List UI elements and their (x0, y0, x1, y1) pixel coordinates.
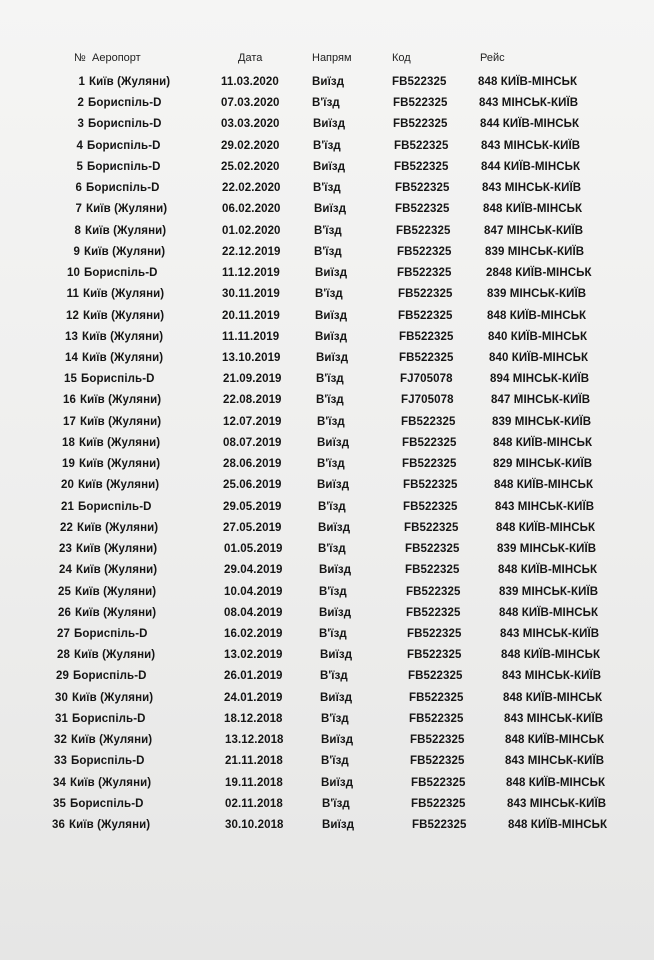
cell-flight: 847 МІНСЬК-КИЇВ (484, 224, 584, 237)
cell-dir: В'їзд (320, 670, 348, 683)
cell-flight: 843 МІНСЬК-КИЇВ (481, 139, 581, 152)
table-row (0, 798, 654, 818)
cell-airport: Київ (Жуляни) (74, 649, 156, 662)
cell-code: FB522325 (396, 224, 451, 237)
cell-airport: Бориспіль-D (78, 500, 152, 513)
cell-num: 23 (59, 543, 72, 556)
table-row (0, 777, 654, 797)
cell-date: 26.01.2019 (224, 670, 283, 683)
cell-code: FB522325 (402, 458, 457, 471)
cell-airport: Київ (Жуляни) (78, 479, 160, 492)
cell-dir: Виїзд (317, 436, 350, 449)
cell-dir: Виїзд (319, 564, 352, 577)
cell-flight: 839 МІНСЬК-КИЇВ (492, 415, 592, 428)
cell-dir: В'їзд (318, 543, 346, 556)
cell-flight: 848 КИЇВ-МІНСЬК (503, 691, 603, 704)
cell-flight: 848 КИЇВ-МІНСЬК (501, 649, 601, 662)
cell-code: FB522325 (402, 436, 457, 449)
cell-dir: Виїзд (321, 734, 354, 747)
cell-date: 29.04.2019 (224, 564, 283, 577)
cell-date: 08.07.2019 (223, 436, 282, 449)
cell-code: FB522325 (408, 670, 463, 683)
cell-airport: Бориспіль-D (73, 670, 147, 683)
cell-flight: 839 МІНСЬК-КИЇВ (485, 245, 585, 258)
cell-flight: 848 КИЇВ-МІНСЬК (498, 564, 598, 577)
cell-date: 12.07.2019 (223, 415, 282, 428)
cell-num: 21 (61, 500, 74, 513)
cell-dir: В'їзд (315, 288, 343, 301)
cell-num: 32 (54, 734, 67, 747)
cell-code: FB522325 (409, 712, 464, 725)
cell-airport: Київ (Жуляни) (82, 352, 164, 364)
cell-dir: В'їзд (317, 458, 345, 471)
cell-dir: В'їзд (316, 394, 344, 407)
cell-airport: Бориспіль-D (74, 628, 148, 641)
cell-code: FB522325 (410, 734, 465, 747)
header-direction: Напрям (312, 52, 352, 64)
cell-flight: 840 КИЇВ-МІНСЬК (489, 352, 589, 364)
table-row (0, 670, 654, 690)
table-row (0, 479, 654, 499)
cell-num: 13 (65, 330, 78, 343)
cell-airport: Бориспіль-D (70, 797, 144, 810)
table-row (0, 543, 654, 563)
table-row (0, 416, 654, 436)
cell-dir: В'їзд (313, 139, 341, 152)
cell-code: FB522325 (395, 203, 450, 216)
cell-num: 25 (58, 585, 71, 598)
cell-flight: 894 МІНСЬК-КИЇВ (490, 373, 590, 386)
cell-num: 19 (62, 458, 75, 471)
cell-dir: В'їзд (321, 755, 349, 768)
cell-date: 20.11.2019 (222, 309, 280, 322)
cell-code: FJ705078 (400, 373, 453, 386)
cell-airport: Київ (Жуляни) (89, 76, 171, 88)
table-row (0, 819, 654, 839)
cell-flight: 843 МІНСЬК-КИЇВ (507, 797, 607, 810)
cell-airport: Київ (Жуляни) (86, 203, 168, 216)
cell-airport: Київ (Жуляни) (80, 415, 162, 428)
cell-date: 13.12.2018 (225, 734, 284, 747)
cell-date: 27.05.2019 (223, 521, 282, 534)
cell-date: 11.03.2020 (221, 76, 279, 88)
cell-dir: В'їзд (319, 628, 347, 641)
cell-flight: 843 МІНСЬК-КИЇВ (495, 500, 595, 513)
cell-airport: Бориспіль-D (86, 182, 160, 195)
cell-date: 16.02.2019 (224, 628, 283, 641)
cell-flight: 848 КИЇВ-МІНСЬК (487, 309, 587, 322)
cell-code: FB522325 (399, 330, 454, 343)
cell-airport: Бориспіль-D (87, 139, 161, 152)
cell-flight: 844 КИЇВ-МІНСЬК (481, 160, 581, 173)
cell-flight: 848 КИЇВ-МІНСЬК (496, 521, 596, 534)
cell-code: FB522325 (403, 479, 458, 492)
cell-airport: Київ (Жуляни) (70, 776, 152, 789)
cell-flight: 843 МІНСЬК-КИЇВ (482, 182, 582, 195)
cell-date: 25.06.2019 (223, 479, 282, 492)
cell-code: FB522325 (394, 139, 449, 152)
cell-dir: В'їзд (313, 182, 341, 195)
cell-airport: Київ (Жуляни) (69, 819, 151, 832)
table-row (0, 76, 654, 96)
cell-dir: В'їзд (314, 224, 342, 237)
cell-dir: Виїзд (314, 203, 347, 216)
cell-code: FB522325 (392, 76, 447, 88)
cell-date: 01.02.2020 (222, 224, 281, 237)
cell-date: 22.02.2020 (222, 182, 281, 195)
cell-code: FB522325 (395, 182, 450, 195)
cell-dir: Виїзд (318, 521, 351, 534)
cell-date: 22.12.2019 (222, 245, 281, 258)
cell-date: 10.04.2019 (224, 585, 283, 598)
cell-flight: 843 МІНСЬК-КИЇВ (505, 755, 605, 768)
cell-code: FB522325 (405, 543, 460, 556)
table-row (0, 182, 654, 202)
cell-code: FB522325 (397, 267, 452, 280)
cell-dir: Виїзд (317, 479, 350, 492)
cell-date: 03.03.2020 (221, 118, 280, 131)
table-row (0, 458, 654, 478)
cell-date: 19.11.2018 (225, 776, 283, 789)
cell-flight: 848 КИЇВ-МІНСЬК (478, 76, 578, 88)
cell-num: 16 (63, 394, 76, 407)
cell-airport: Київ (Жуляни) (77, 521, 159, 534)
cell-date: 30.10.2018 (225, 819, 284, 832)
cell-airport: Київ (Жуляни) (85, 224, 167, 237)
cell-code: FB522325 (412, 819, 467, 832)
table-row (0, 437, 654, 457)
cell-airport: Бориспіль-D (71, 755, 145, 768)
cell-code: FB522325 (398, 309, 453, 322)
cell-num: 15 (64, 373, 77, 386)
cell-flight: 848 КИЇВ-МІНСЬК (483, 203, 583, 216)
cell-dir: Виїзд (315, 330, 348, 343)
cell-flight: 2848 КИЇВ-МІНСЬК (486, 267, 592, 280)
cell-code: FB522325 (393, 118, 448, 131)
cell-num: 33 (54, 755, 67, 768)
cell-dir: В'їзд (322, 797, 350, 810)
cell-airport: Київ (Жуляни) (75, 606, 157, 619)
cell-airport: Київ (Жуляни) (84, 245, 166, 258)
cell-airport: Київ (Жуляни) (72, 691, 154, 704)
cell-num: 26 (58, 606, 71, 619)
cell-airport: Київ (Жуляни) (75, 585, 157, 598)
cell-airport: Київ (Жуляни) (83, 309, 165, 322)
cell-airport: Київ (Жуляни) (76, 543, 158, 556)
header-num: № (74, 52, 86, 64)
cell-flight: 843 МІНСЬК-КИЇВ (504, 712, 604, 725)
cell-num: 10 (67, 267, 80, 280)
cell-num: 7 (75, 203, 82, 216)
cell-code: FB522325 (405, 564, 460, 577)
cell-num: 35 (53, 797, 66, 810)
table-row (0, 692, 654, 712)
cell-num: 18 (62, 436, 75, 449)
header-date: Дата (238, 52, 263, 64)
cell-code: FB522325 (407, 649, 462, 662)
table-row (0, 501, 654, 521)
cell-code: FB522325 (411, 776, 466, 789)
cell-date: 11.11.2019 (222, 330, 280, 343)
cell-flight: 843 МІНСЬК-КИЇВ (479, 97, 579, 110)
cell-code: FB522325 (406, 585, 461, 598)
cell-num: 28 (57, 649, 70, 662)
cell-dir: Виїзд (319, 606, 352, 619)
cell-flight: 829 МІНСЬК-КИЇВ (493, 458, 593, 471)
cell-num: 2 (77, 97, 84, 110)
cell-date: 01.05.2019 (224, 543, 283, 556)
cell-code: FB522325 (404, 521, 459, 534)
cell-code: FB522325 (411, 797, 466, 810)
cell-num: 8 (74, 224, 81, 237)
cell-num: 11 (66, 288, 79, 301)
cell-airport: Бориспіль-D (88, 97, 162, 110)
cell-flight: 843 МІНСЬК-КИЇВ (500, 628, 600, 641)
cell-date: 18.12.2018 (224, 712, 283, 725)
cell-date: 22.08.2019 (223, 394, 282, 407)
cell-airport: Бориспіль-D (81, 373, 155, 386)
table-row (0, 373, 654, 393)
table-row (0, 97, 654, 117)
cell-flight: 848 КИЇВ-МІНСЬК (494, 479, 594, 492)
cell-date: 11.12.2019 (222, 267, 280, 280)
cell-code: FB522325 (403, 500, 458, 513)
cell-flight: 839 МІНСЬК-КИЇВ (487, 288, 587, 301)
cell-date: 13.02.2019 (224, 649, 283, 662)
cell-date: 24.01.2019 (224, 691, 283, 704)
table-row (0, 140, 654, 160)
cell-dir: Виїзд (316, 352, 349, 364)
cell-dir: В'їзд (319, 585, 347, 598)
cell-flight: 843 МІНСЬК-КИЇВ (502, 670, 602, 683)
cell-num: 34 (53, 776, 66, 789)
table-row (0, 225, 654, 245)
header-flight: Рейс (480, 52, 505, 64)
cell-date: 29.05.2019 (223, 500, 282, 513)
table-row (0, 394, 654, 414)
cell-flight: 848 КИЇВ-МІНСЬК (506, 776, 606, 789)
cell-code: FB522325 (409, 691, 464, 704)
table-row (0, 310, 654, 330)
cell-num: 22 (60, 521, 73, 534)
table-row (0, 607, 654, 627)
table-row (0, 203, 654, 223)
cell-dir: В'їзд (317, 415, 345, 428)
cell-date: 28.06.2019 (223, 458, 282, 471)
cell-num: 3 (77, 118, 84, 131)
cell-code: FB522325 (399, 352, 454, 364)
cell-airport: Київ (Жуляни) (76, 564, 158, 577)
cell-date: 02.11.2018 (225, 797, 283, 810)
cell-dir: Виїзд (312, 76, 345, 88)
cell-code: FB522325 (398, 288, 453, 301)
cell-dir: Виїзд (320, 691, 353, 704)
table-row (0, 734, 654, 754)
cell-date: 13.10.2019 (222, 352, 281, 364)
cell-num: 17 (63, 415, 76, 428)
cell-airport: Київ (Жуляни) (80, 394, 162, 407)
cell-airport: Київ (Жуляни) (71, 734, 153, 747)
cell-date: 21.11.2018 (225, 755, 283, 768)
cell-num: 30 (55, 691, 68, 704)
cell-airport: Бориспіль-D (72, 712, 146, 725)
cell-flight: 848 КИЇВ-МІНСЬК (499, 606, 599, 619)
table-row (0, 564, 654, 584)
cell-flight: 844 КИЇВ-МІНСЬК (480, 118, 580, 131)
cell-num: 24 (59, 564, 72, 577)
cell-flight: 839 МІНСЬК-КИЇВ (499, 585, 599, 598)
table-row (0, 649, 654, 669)
cell-flight: 848 КИЇВ-МІНСЬК (505, 734, 605, 747)
cell-num: 4 (76, 139, 83, 152)
header-airport: Аеропорт (92, 52, 141, 64)
cell-dir: Виїзд (315, 267, 348, 280)
cell-dir: Виїзд (313, 160, 346, 173)
cell-dir: Виїзд (320, 649, 353, 662)
cell-dir: В'їзд (312, 97, 340, 110)
cell-date: 25.02.2020 (221, 160, 280, 173)
cell-date: 06.02.2020 (222, 203, 281, 216)
cell-date: 30.11.2019 (222, 288, 280, 301)
cell-num: 5 (76, 160, 83, 173)
cell-airport: Київ (Жуляни) (79, 458, 161, 471)
cell-flight: 840 КИЇВ-МІНСЬК (488, 330, 588, 343)
cell-airport: Бориспіль-D (88, 118, 162, 131)
cell-dir: Виїзд (321, 776, 354, 789)
cell-dir: В'їзд (321, 712, 349, 725)
cell-num: 14 (65, 352, 78, 364)
cell-num: 9 (73, 245, 80, 258)
cell-airport: Бориспіль-D (87, 160, 161, 173)
cell-airport: Київ (Жуляни) (83, 288, 165, 301)
cell-num: 31 (55, 712, 68, 725)
cell-code: FB522325 (401, 415, 456, 428)
cell-num: 20 (61, 479, 74, 492)
cell-num: 27 (57, 628, 70, 641)
cell-dir: В'їзд (318, 500, 346, 513)
cell-date: 08.04.2019 (224, 606, 283, 619)
table-row (0, 161, 654, 181)
header-code: Код (392, 52, 411, 64)
cell-airport: Київ (Жуляни) (82, 330, 164, 343)
table-row (0, 288, 654, 308)
table-row (0, 522, 654, 542)
table-row (0, 267, 654, 287)
cell-code: FJ705078 (401, 394, 454, 407)
cell-code: FB522325 (393, 97, 448, 110)
cell-date: 29.02.2020 (221, 139, 280, 152)
cell-dir: Виїзд (322, 819, 355, 832)
table-row (0, 586, 654, 606)
cell-code: FB522325 (410, 755, 465, 768)
cell-flight: 839 МІНСЬК-КИЇВ (497, 543, 597, 556)
cell-num: 1 (78, 76, 85, 88)
table-row (0, 713, 654, 733)
cell-flight: 848 КИЇВ-МІНСЬК (508, 819, 608, 832)
table-row (0, 352, 654, 372)
cell-num: 36 (52, 819, 65, 832)
table-row (0, 118, 654, 138)
cell-code: FB522325 (406, 606, 461, 619)
table-row (0, 755, 654, 775)
cell-flight: 847 МІНСЬК-КИЇВ (491, 394, 591, 407)
cell-dir: Виїзд (313, 118, 346, 131)
cell-airport: Київ (Жуляни) (79, 436, 161, 449)
cell-airport: Бориспіль-D (84, 267, 158, 280)
cell-code: FB522325 (394, 160, 449, 173)
cell-dir: Виїзд (315, 309, 348, 322)
cell-num: 12 (66, 309, 79, 322)
table-row (0, 246, 654, 266)
cell-date: 21.09.2019 (223, 373, 282, 386)
cell-dir: В'їзд (314, 245, 342, 258)
cell-code: FB522325 (397, 245, 452, 258)
cell-num: 6 (75, 182, 82, 195)
table-row (0, 628, 654, 648)
cell-flight: 848 КИЇВ-МІНСЬК (493, 436, 593, 449)
cell-code: FB522325 (407, 628, 462, 641)
cell-date: 07.03.2020 (221, 97, 280, 110)
cell-dir: В'їзд (316, 373, 344, 386)
table-row (0, 331, 654, 351)
cell-num: 29 (56, 670, 69, 683)
